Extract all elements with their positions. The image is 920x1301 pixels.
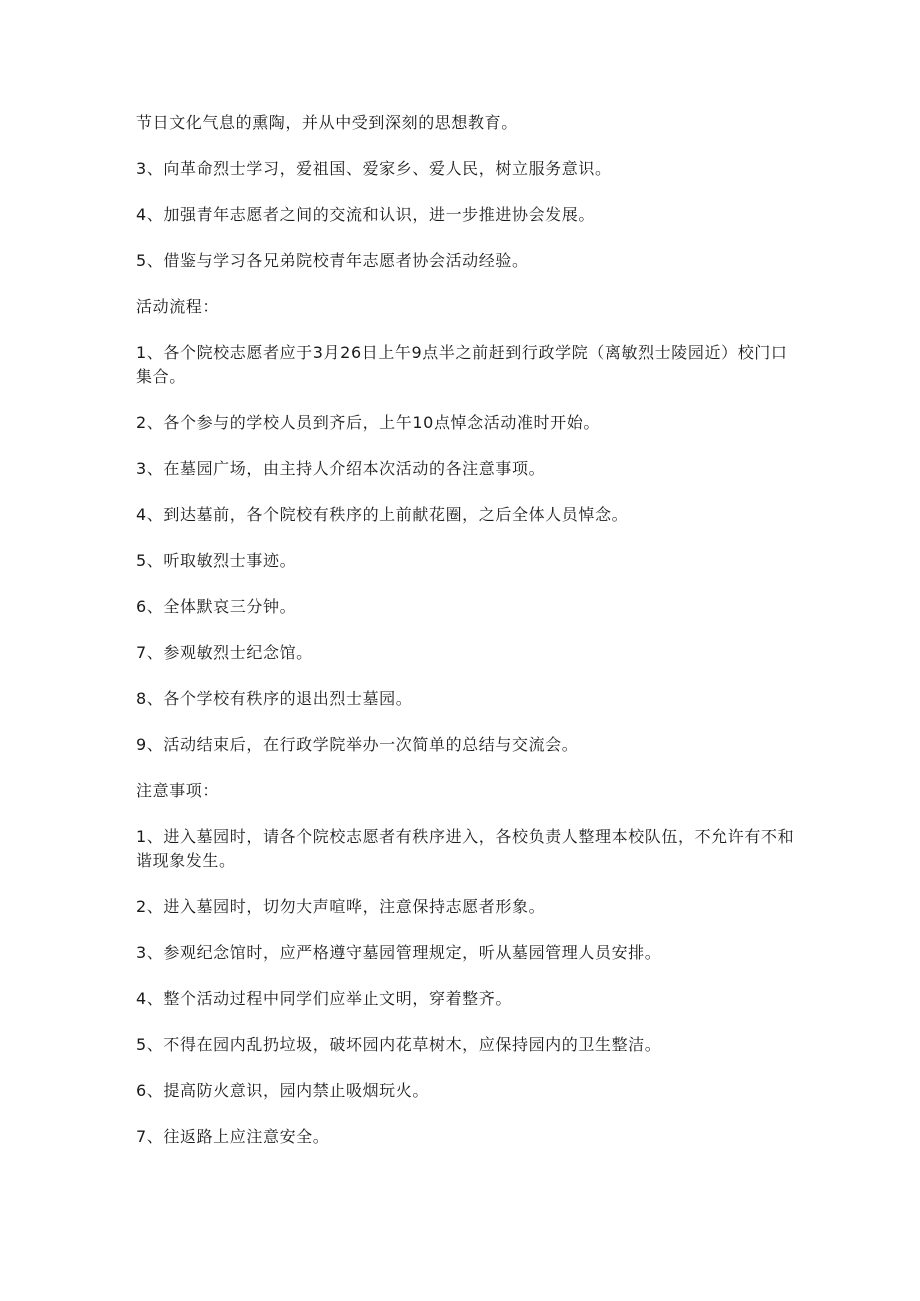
document-body <box>136 111 796 1149</box>
purpose-item-5: 5、借鉴与学习各兄弟院校青年志愿者协会活动经验。 <box>136 251 529 270</box>
section-heading-notes: 注意事项： <box>136 781 220 800</box>
notes-item-3: 3、参观纪念馆时，应严格遵守墓园管理规定，听从墓园管理人员安排。 <box>136 943 662 962</box>
process-item-6: 6、全体默哀三分钟。 <box>136 597 297 616</box>
process-item-5: 5、听取敏烈士事迹。 <box>136 551 297 570</box>
notes-item-5: 5、不得在园内乱扔垃圾，破坏园内花草树木，应保持园内的卫生整洁。 <box>136 1035 662 1054</box>
process-item-3: 3、在墓园广场，由主持人介绍本次活动的各注意事项。 <box>136 459 546 478</box>
notes-item-6: 6、提高防火意识，园内禁止吸烟玩火。 <box>136 1081 429 1100</box>
notes-item-4: 4、整个活动过程中同学们应举止文明，穿着整齐。 <box>136 989 512 1008</box>
purpose-item-3: 3、向革命烈士学习，爱祖国、爱家乡、爱人民，树立服务意识。 <box>136 159 612 178</box>
purpose-item-4: 4、加强青年志愿者之间的交流和认识，进一步推进协会发展。 <box>136 205 595 224</box>
paragraph-intro-continuation: 节日文化气息的熏陶，并从中受到深刻的思想教育。 <box>136 113 518 132</box>
process-item-2: 2、各个参与的学校人员到齐后，上午10点悼念活动准时开始。 <box>136 413 600 432</box>
process-item-8: 8、各个学校有秩序的退出烈士墓园。 <box>136 689 413 708</box>
notes-item-2: 2、进入墓园时，切勿大声喧哗，注意保持志愿者形象。 <box>136 897 546 916</box>
process-item-9: 9、活动结束后，在行政学院举办一次简单的总结与交流会。 <box>136 735 579 754</box>
section-heading-process: 活动流程： <box>136 297 220 316</box>
notes-item-1: 1、进入墓园时，请各个院校志愿者有秩序进入，各校负责人整理本校队伍，不允许有不和谐现象发生。 <box>136 827 795 870</box>
process-item-7: 7、参观敏烈士纪念馆。 <box>136 643 313 662</box>
notes-item-7: 7、往返路上应注意安全。 <box>136 1127 330 1146</box>
process-item-4: 4、到达墓前，各个院校有秩序的上前献花圈，之后全体人员悼念。 <box>136 505 629 524</box>
process-item-1: 1、各个院校志愿者应于3月26日上午9点半之前赶到行政学院（离敏烈士陵园近）校门口集合。 <box>136 343 788 386</box>
